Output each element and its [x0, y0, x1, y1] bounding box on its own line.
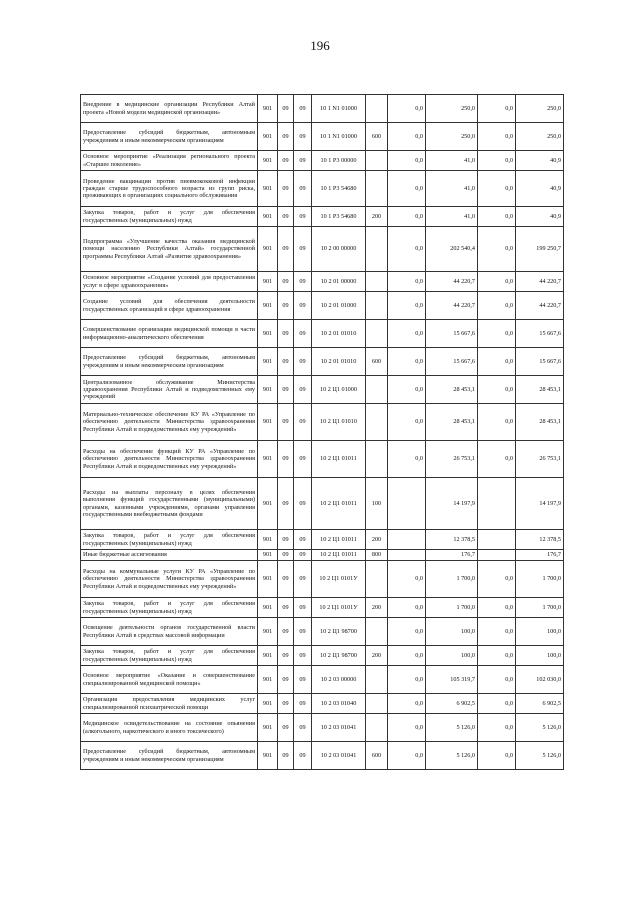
- cell-value-4: 44 220,7: [516, 272, 564, 292]
- table-body: [81, 95, 564, 770]
- cell-csr: 10 1 N1 01000: [312, 95, 366, 123]
- cell-gr: 901: [258, 376, 278, 404]
- cell-rz: 09: [278, 742, 294, 770]
- cell-rz: 09: [278, 618, 294, 646]
- cell-name: Закупка товаров, работ и услуг для обеспечения государственных (муниципальных) нужд: [81, 598, 258, 618]
- cell-vr: [366, 376, 388, 404]
- cell-name: Предоставление субсидий бюджетным, автономным учреждениям и иным некоммерческим организациям: [81, 742, 258, 770]
- cell-value-4: 15 667,6: [516, 320, 564, 348]
- table-row: [81, 171, 564, 207]
- cell-pr: 09: [294, 171, 312, 207]
- cell-value-2: 41,0: [426, 207, 478, 227]
- cell-gr: 901: [258, 478, 278, 530]
- cell-value-4: 40,9: [516, 207, 564, 227]
- cell-vr: 600: [366, 348, 388, 376]
- table-row: [81, 646, 564, 666]
- cell-gr: 901: [258, 646, 278, 666]
- cell-value-1: 0,0: [388, 95, 426, 123]
- cell-value-2: 41,0: [426, 151, 478, 171]
- cell-value-4: 100,0: [516, 618, 564, 646]
- cell-value-2: 28 453,1: [426, 404, 478, 441]
- cell-pr: 09: [294, 227, 312, 272]
- cell-pr: 09: [294, 376, 312, 404]
- cell-csr: 10 2 Ц1 98700: [312, 618, 366, 646]
- cell-name: Материально-техническое обеспечение КУ РА «Управление по обеспечению деятельности Министерства здравоохранения Республики Алтай и подведомственных ему учреждений»: [81, 404, 258, 441]
- cell-pr: 09: [294, 348, 312, 376]
- cell-value-1: 0,0: [388, 376, 426, 404]
- cell-gr: 901: [258, 272, 278, 292]
- cell-value-4: 250,0: [516, 123, 564, 151]
- cell-pr: 09: [294, 292, 312, 320]
- cell-pr: 09: [294, 694, 312, 714]
- cell-vr: [366, 666, 388, 694]
- cell-pr: 09: [294, 478, 312, 530]
- cell-value-4: 176,7: [516, 550, 564, 561]
- cell-csr: 10 2 Ц1 01011: [312, 530, 366, 550]
- table-row: [81, 530, 564, 550]
- cell-vr: [366, 227, 388, 272]
- cell-vr: 100: [366, 478, 388, 530]
- cell-value-3: 0,0: [478, 320, 516, 348]
- cell-csr: 10 2 01 00000: [312, 272, 366, 292]
- cell-value-2: 5 126,0: [426, 714, 478, 742]
- cell-vr: [366, 95, 388, 123]
- cell-value-2: 250,0: [426, 123, 478, 151]
- cell-name: Закупка товаров, работ и услуг для обеспечения государственных (муниципальных) нужд: [81, 646, 258, 666]
- cell-rz: 09: [278, 561, 294, 598]
- cell-gr: 901: [258, 151, 278, 171]
- cell-value-1: 0,0: [388, 292, 426, 320]
- cell-value-2: 15 667,6: [426, 348, 478, 376]
- cell-value-3: 0,0: [478, 348, 516, 376]
- cell-value-2: 202 540,4: [426, 227, 478, 272]
- cell-value-3: 0,0: [478, 561, 516, 598]
- cell-vr: 200: [366, 207, 388, 227]
- cell-vr: [366, 151, 388, 171]
- cell-name: Подпрограмма «Улучшение качества оказания медицинской помощи населению Республики Алтай» государственной программы Республики Алтай «Развитие здравоохранения»: [81, 227, 258, 272]
- cell-name: Закупка товаров, работ и услуг для обеспечения государственных (муниципальных) нужд: [81, 530, 258, 550]
- cell-value-2: 250,0: [426, 95, 478, 123]
- cell-value-4: 14 197,9: [516, 478, 564, 530]
- cell-value-1: 0,0: [388, 666, 426, 694]
- table-row: [81, 207, 564, 227]
- cell-name: Расходы на выплаты персоналу в целях обеспечения выполнения функций государственными (муниципальными) органами, казенными учреждениями, органами управления государственными внебюджетными фондами: [81, 478, 258, 530]
- cell-rz: 09: [278, 171, 294, 207]
- cell-name: Освещение деятельности органов государственной власти Республики Алтай в средствах массовой информации: [81, 618, 258, 646]
- cell-value-1: 0,0: [388, 151, 426, 171]
- table-row: [81, 550, 564, 561]
- cell-value-4: 28 453,1: [516, 376, 564, 404]
- cell-value-2: 41,0: [426, 171, 478, 207]
- table-row: [81, 714, 564, 742]
- cell-value-2: 26 753,1: [426, 441, 478, 478]
- cell-rz: 09: [278, 666, 294, 694]
- cell-pr: 09: [294, 404, 312, 441]
- cell-csr: 10 2 Ц1 0101У: [312, 561, 366, 598]
- cell-value-1: 0,0: [388, 320, 426, 348]
- cell-rz: 09: [278, 292, 294, 320]
- cell-value-3: 0,0: [478, 207, 516, 227]
- cell-csr: 10 2 01 01000: [312, 292, 366, 320]
- cell-value-1: 0,0: [388, 404, 426, 441]
- cell-value-4: 6 902,5: [516, 694, 564, 714]
- cell-gr: 901: [258, 550, 278, 561]
- cell-value-1: 0,0: [388, 646, 426, 666]
- cell-value-2: 28 453,1: [426, 376, 478, 404]
- cell-csr: 10 2 Ц1 98700: [312, 646, 366, 666]
- cell-value-2: 12 378,5: [426, 530, 478, 550]
- cell-name: Основное мероприятие «Реализация регионального проекта «Старшее поколение»: [81, 151, 258, 171]
- cell-pr: 09: [294, 618, 312, 646]
- cell-pr: 09: [294, 598, 312, 618]
- table-row: [81, 95, 564, 123]
- cell-value-4: 15 667,6: [516, 348, 564, 376]
- cell-value-2: 1 700,0: [426, 598, 478, 618]
- cell-value-4: 1 700,0: [516, 561, 564, 598]
- table-row: [81, 376, 564, 404]
- cell-value-1: 0,0: [388, 694, 426, 714]
- cell-gr: 901: [258, 441, 278, 478]
- table-row: [81, 320, 564, 348]
- cell-gr: 901: [258, 207, 278, 227]
- cell-value-1: 0,0: [388, 123, 426, 151]
- cell-pr: 09: [294, 320, 312, 348]
- cell-rz: 09: [278, 320, 294, 348]
- cell-name: Предоставление субсидий бюджетным, автономным учреждениям и иным некоммерческим организациям: [81, 123, 258, 151]
- cell-value-1: 0,0: [388, 742, 426, 770]
- cell-name: Иные бюджетные ассигнования: [81, 550, 258, 561]
- cell-value-3: 0,0: [478, 742, 516, 770]
- cell-value-3: 0,0: [478, 171, 516, 207]
- cell-value-2: 44 220,7: [426, 292, 478, 320]
- cell-rz: 09: [278, 207, 294, 227]
- cell-rz: 09: [278, 376, 294, 404]
- cell-value-4: 102 030,0: [516, 666, 564, 694]
- cell-value-4: 40,9: [516, 151, 564, 171]
- cell-value-4: 1 700,0: [516, 598, 564, 618]
- cell-gr: 901: [258, 320, 278, 348]
- cell-value-4: 44 220,7: [516, 292, 564, 320]
- cell-csr: 10 2 Ц1 01011: [312, 550, 366, 561]
- table-row: [81, 348, 564, 376]
- cell-value-3: 0,0: [478, 714, 516, 742]
- cell-value-2: 176,7: [426, 550, 478, 561]
- cell-name: Внедрение в медицинские организации Республики Алтай проекта «Новой модели медицинской организации»: [81, 95, 258, 123]
- cell-csr: 10 1 P3 54680: [312, 171, 366, 207]
- cell-value-3: [478, 550, 516, 561]
- cell-gr: 901: [258, 714, 278, 742]
- cell-value-3: 0,0: [478, 404, 516, 441]
- cell-value-4: 250,0: [516, 95, 564, 123]
- cell-vr: 600: [366, 123, 388, 151]
- cell-name: Закупка товаров, работ и услуг для обеспечения государственных (муниципальных) нужд: [81, 207, 258, 227]
- cell-pr: 09: [294, 441, 312, 478]
- cell-value-2: 44 220,7: [426, 272, 478, 292]
- cell-csr: 10 2 00 00000: [312, 227, 366, 272]
- cell-value-1: [388, 530, 426, 550]
- table-row: [81, 666, 564, 694]
- cell-vr: [366, 292, 388, 320]
- cell-rz: 09: [278, 151, 294, 171]
- table-row: [81, 227, 564, 272]
- table-row: [81, 694, 564, 714]
- cell-pr: 09: [294, 550, 312, 561]
- cell-rz: 09: [278, 348, 294, 376]
- cell-csr: 10 2 Ц1 01000: [312, 376, 366, 404]
- cell-gr: 901: [258, 348, 278, 376]
- cell-gr: 901: [258, 227, 278, 272]
- cell-value-2: 105 319,7: [426, 666, 478, 694]
- cell-value-2: 14 197,9: [426, 478, 478, 530]
- cell-csr: 10 2 03 00000: [312, 666, 366, 694]
- cell-value-4: 100,0: [516, 646, 564, 666]
- cell-value-1: 0,0: [388, 348, 426, 376]
- cell-value-1: 0,0: [388, 272, 426, 292]
- page-number: 196: [310, 38, 330, 53]
- cell-value-3: [478, 530, 516, 550]
- cell-rz: 09: [278, 441, 294, 478]
- cell-value-4: 12 378,5: [516, 530, 564, 550]
- cell-vr: 800: [366, 550, 388, 561]
- cell-value-3: 0,0: [478, 646, 516, 666]
- cell-rz: 09: [278, 478, 294, 530]
- cell-pr: 09: [294, 646, 312, 666]
- table-row: [81, 404, 564, 441]
- cell-csr: 10 2 01 01010: [312, 348, 366, 376]
- cell-pr: 09: [294, 530, 312, 550]
- cell-gr: 901: [258, 530, 278, 550]
- cell-value-3: 0,0: [478, 441, 516, 478]
- cell-value-3: 0,0: [478, 376, 516, 404]
- cell-gr: 901: [258, 95, 278, 123]
- cell-rz: 09: [278, 694, 294, 714]
- cell-value-4: 28 453,1: [516, 404, 564, 441]
- table-row: [81, 478, 564, 530]
- cell-name: Расходы на коммунальные услуги КУ РА «Управление по обеспечению деятельности Министерства здравоохранения Республики Алтай и подведомственных ему учреждений»: [81, 561, 258, 598]
- cell-pr: 09: [294, 151, 312, 171]
- table-row: [81, 272, 564, 292]
- cell-csr: 10 2 03 01040: [312, 694, 366, 714]
- cell-gr: 901: [258, 598, 278, 618]
- cell-value-2: 6 902,5: [426, 694, 478, 714]
- cell-value-4: 26 753,1: [516, 441, 564, 478]
- cell-vr: 600: [366, 742, 388, 770]
- cell-csr: 10 2 Ц1 0101У: [312, 598, 366, 618]
- cell-name: Основное мероприятие «Создание условий для предоставления услуг в сфере здравоохранения»: [81, 272, 258, 292]
- cell-value-4: 40,9: [516, 171, 564, 207]
- cell-gr: 901: [258, 292, 278, 320]
- cell-csr: 10 1 N1 01000: [312, 123, 366, 151]
- table-row: [81, 123, 564, 151]
- cell-vr: [366, 618, 388, 646]
- cell-vr: [366, 694, 388, 714]
- cell-csr: 10 2 Ц1 01011: [312, 441, 366, 478]
- table-row: [81, 742, 564, 770]
- cell-value-1: 0,0: [388, 618, 426, 646]
- cell-name: Централизованное обслуживание Министерства здравоохранения Республики Алтай и подведомственных ему учреждений: [81, 376, 258, 404]
- cell-value-3: 0,0: [478, 666, 516, 694]
- cell-value-1: 0,0: [388, 441, 426, 478]
- cell-rz: 09: [278, 404, 294, 441]
- cell-value-1: 0,0: [388, 598, 426, 618]
- cell-csr: 10 1 P3 00000: [312, 151, 366, 171]
- cell-rz: 09: [278, 272, 294, 292]
- cell-rz: 09: [278, 598, 294, 618]
- cell-rz: 09: [278, 646, 294, 666]
- cell-name: Предоставление субсидий бюджетным, автономным учреждениям и иным некоммерческим организациям: [81, 348, 258, 376]
- cell-vr: [366, 272, 388, 292]
- cell-csr: 10 2 Ц1 01011: [312, 478, 366, 530]
- cell-value-3: 0,0: [478, 598, 516, 618]
- cell-rz: 09: [278, 530, 294, 550]
- cell-value-3: 0,0: [478, 272, 516, 292]
- cell-value-4: 5 126,0: [516, 742, 564, 770]
- cell-value-1: [388, 550, 426, 561]
- cell-value-3: 0,0: [478, 694, 516, 714]
- table-row: [81, 151, 564, 171]
- cell-value-2: 5 126,0: [426, 742, 478, 770]
- cell-value-3: 0,0: [478, 292, 516, 320]
- cell-value-3: [478, 478, 516, 530]
- table-row: [81, 618, 564, 646]
- cell-value-1: 0,0: [388, 227, 426, 272]
- cell-pr: 09: [294, 714, 312, 742]
- cell-value-3: 0,0: [478, 151, 516, 171]
- cell-pr: 09: [294, 561, 312, 598]
- cell-value-3: 0,0: [478, 123, 516, 151]
- cell-value-1: [388, 478, 426, 530]
- cell-name: Создание условий для обеспечения деятельности государственных организаций в сфере здравоохранения: [81, 292, 258, 320]
- cell-vr: [366, 561, 388, 598]
- table-row: [81, 441, 564, 478]
- cell-value-4: 199 250,7: [516, 227, 564, 272]
- cell-vr: [366, 171, 388, 207]
- cell-name: Расходы на обеспечение функций КУ РА «Управление по обеспечению деятельности Министерства здравоохранения Республики Алтай и подведомственных ему учреждений»: [81, 441, 258, 478]
- cell-value-2: 1 700,0: [426, 561, 478, 598]
- cell-vr: [366, 404, 388, 441]
- cell-pr: 09: [294, 123, 312, 151]
- cell-pr: 09: [294, 742, 312, 770]
- cell-gr: 901: [258, 404, 278, 441]
- cell-gr: 901: [258, 742, 278, 770]
- cell-value-3: 0,0: [478, 227, 516, 272]
- cell-value-1: 0,0: [388, 171, 426, 207]
- cell-value-1: 0,0: [388, 207, 426, 227]
- cell-rz: 09: [278, 714, 294, 742]
- cell-gr: 901: [258, 123, 278, 151]
- cell-value-1: 0,0: [388, 561, 426, 598]
- cell-vr: [366, 714, 388, 742]
- cell-vr: [366, 320, 388, 348]
- cell-rz: 09: [278, 550, 294, 561]
- cell-pr: 09: [294, 95, 312, 123]
- cell-csr: 10 2 01 01010: [312, 320, 366, 348]
- cell-name: Основное мероприятие «Оказание и совершенствование специализированной медицинской помощи»: [81, 666, 258, 694]
- cell-vr: 200: [366, 530, 388, 550]
- cell-gr: 901: [258, 694, 278, 714]
- cell-name: Совершенствование организации медицинской помощи в части информационно-аналитического обеспечения: [81, 320, 258, 348]
- cell-value-1: 0,0: [388, 714, 426, 742]
- cell-csr: 10 1 P3 54680: [312, 207, 366, 227]
- cell-gr: 901: [258, 171, 278, 207]
- cell-csr: 10 2 03 01041: [312, 714, 366, 742]
- cell-gr: 901: [258, 618, 278, 646]
- cell-pr: 09: [294, 666, 312, 694]
- cell-pr: 09: [294, 272, 312, 292]
- cell-value-3: 0,0: [478, 618, 516, 646]
- cell-csr: 10 2 03 01041: [312, 742, 366, 770]
- cell-value-2: 100,0: [426, 646, 478, 666]
- table-row: [81, 598, 564, 618]
- cell-rz: 09: [278, 95, 294, 123]
- cell-vr: 200: [366, 598, 388, 618]
- cell-value-2: 100,0: [426, 618, 478, 646]
- cell-vr: [366, 441, 388, 478]
- cell-rz: 09: [278, 123, 294, 151]
- table-row: [81, 561, 564, 598]
- budget-table: [80, 94, 564, 770]
- cell-name: Медицинское освидетельствование на состояние опьянения (алкогольного, наркотического и иного токсического): [81, 714, 258, 742]
- cell-value-4: 5 126,0: [516, 714, 564, 742]
- cell-name: Проведение вакцинации против пневмококковой инфекции граждан старше трудоспособного возраста из групп риска, проживающих в организациях социального обслуживания: [81, 171, 258, 207]
- cell-pr: 09: [294, 207, 312, 227]
- cell-vr: 200: [366, 646, 388, 666]
- cell-value-3: 0,0: [478, 95, 516, 123]
- cell-gr: 901: [258, 561, 278, 598]
- cell-gr: 901: [258, 666, 278, 694]
- cell-name: Организация предоставления медицинских услуг специализированной психиатрической помощи: [81, 694, 258, 714]
- cell-csr: 10 2 Ц1 01010: [312, 404, 366, 441]
- table-row: [81, 292, 564, 320]
- cell-rz: 09: [278, 227, 294, 272]
- cell-value-2: 15 667,6: [426, 320, 478, 348]
